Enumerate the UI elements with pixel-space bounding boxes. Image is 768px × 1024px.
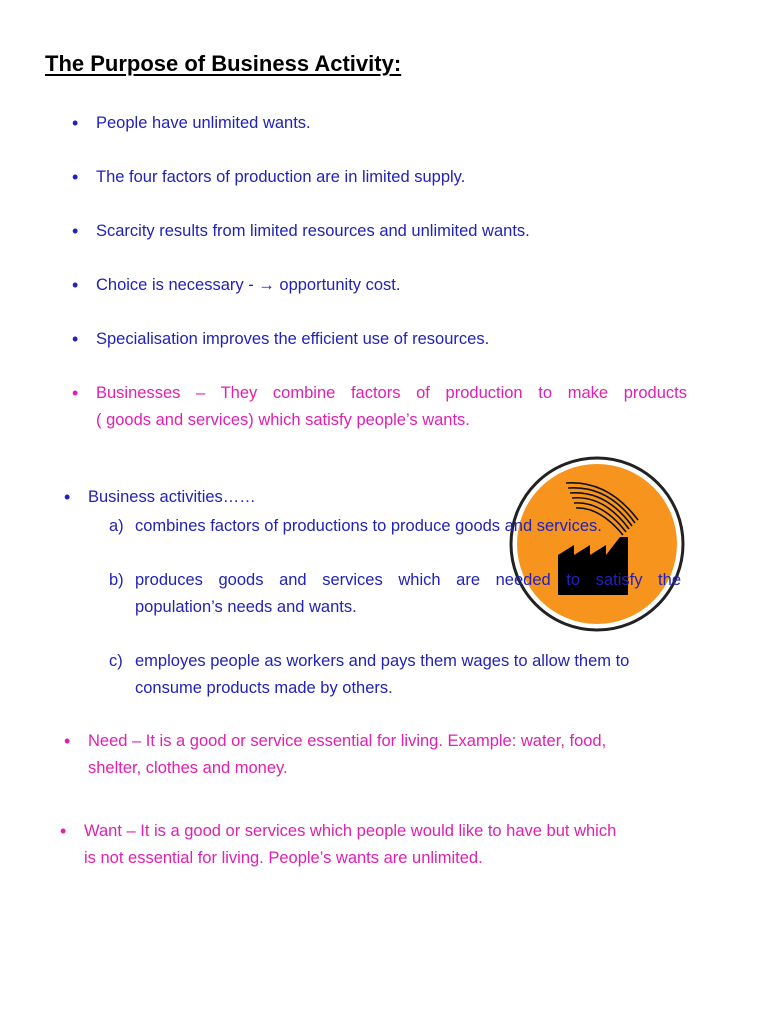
need-line-2: shelter, clothes and money.: [88, 759, 288, 777]
item-label: b): [109, 571, 124, 589]
bullet-icon: •: [72, 383, 79, 403]
want-line-2: is not essential for living. People’s wants are unlimited.: [84, 849, 483, 867]
bullet-icon: •: [72, 113, 79, 133]
bullet-icon: •: [64, 731, 71, 751]
bullet-icon: •: [72, 329, 79, 349]
businesses-line-1: Businesses – They combine factors of production to make products: [96, 384, 687, 402]
businesses-line-2: ( goods and services) which satisfy people’s wants.: [96, 411, 470, 429]
page-title: The Purpose of Business Activity:: [45, 51, 402, 76]
item-text-line-2: population’s needs and wants.: [135, 598, 357, 616]
item-label: c): [109, 652, 123, 670]
list-item-businesses: [72, 380, 687, 436]
bullet-text: The four factors of production are in limited supply.: [96, 168, 466, 186]
bullet-icon: •: [72, 275, 79, 295]
bullet-icon: •: [72, 167, 79, 187]
bullet-text: Scarcity results from limited resources and unlimited wants.: [96, 222, 530, 240]
list-item-need: [64, 728, 684, 784]
list-item-b: [109, 567, 681, 623]
bullet-icon: •: [64, 487, 71, 507]
item-text-line-1: produces goods and services which are needed to satisfy the: [135, 571, 681, 589]
bullet-text: Choice is necessary - → opportunity cost.: [96, 276, 401, 294]
item-label: a): [109, 517, 124, 535]
item-text-line-2: consume products made by others.: [135, 679, 393, 697]
business-activities-heading: Business activities……: [88, 488, 256, 506]
bullet-text: Specialisation improves the efficient use of resources.: [96, 330, 490, 348]
bullet-icon: •: [72, 221, 79, 241]
list-item-c: [109, 648, 689, 704]
list-item-want: [60, 818, 685, 874]
need-line-1: Need – It is a good or service essential for living. Example: water, food,: [88, 732, 607, 750]
item-text: combines factors of productions to produce goods and services.: [135, 517, 602, 535]
bullet-text: People have unlimited wants.: [96, 114, 311, 132]
want-line-1: Want – It is a good or services which people would like to have but which: [84, 822, 617, 840]
item-text-line-1: employes people as workers and pays them wages to allow them to: [135, 652, 630, 670]
bullet-icon: •: [60, 821, 67, 841]
